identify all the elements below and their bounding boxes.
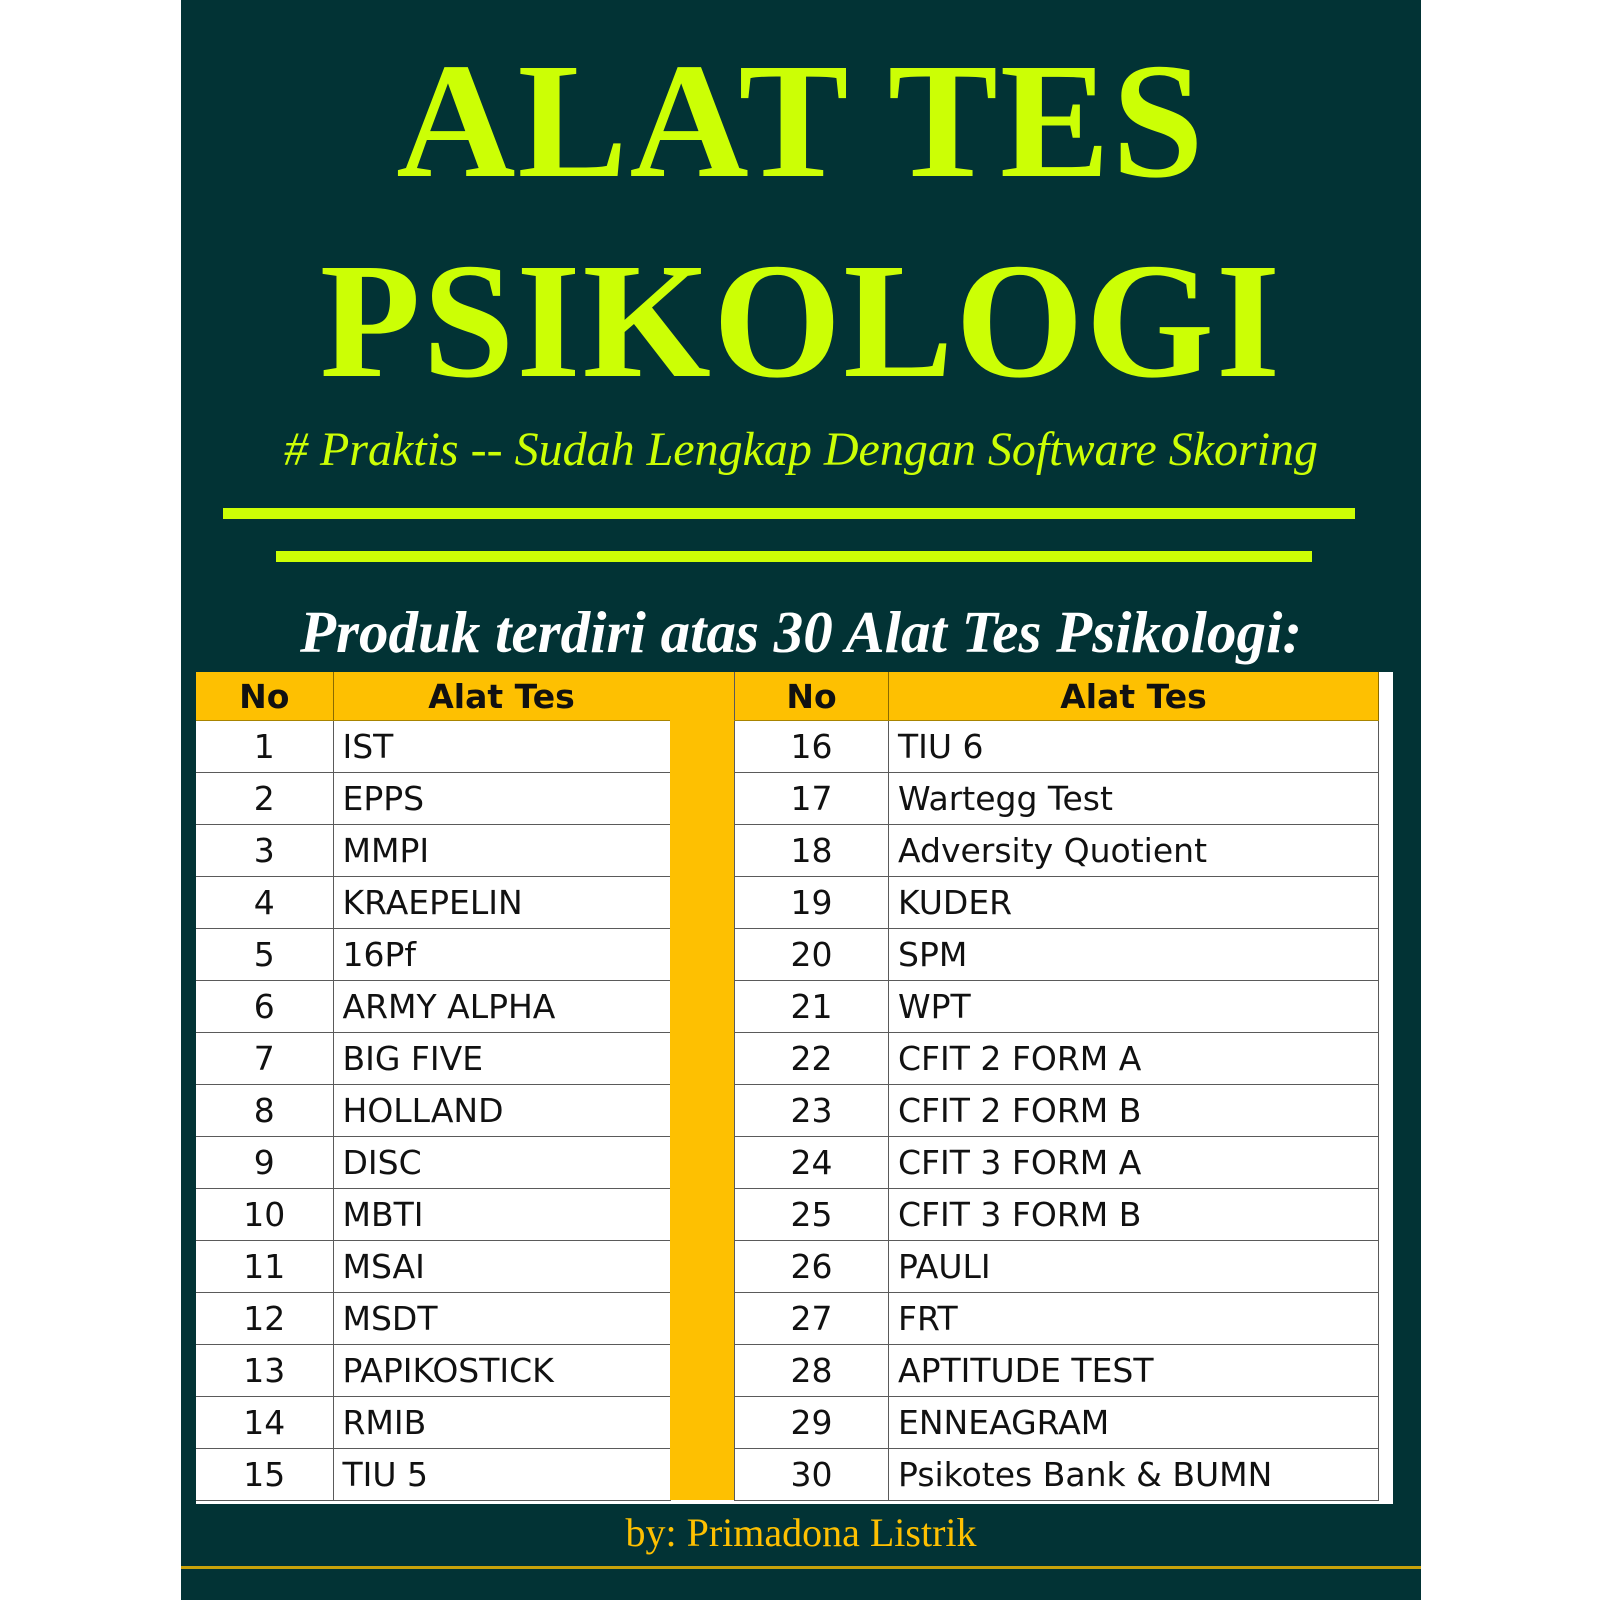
- row-number: 22: [735, 1033, 889, 1085]
- product-heading: Produk terdiri atas 30 Alat Tes Psikologi:: [300, 599, 1302, 665]
- table-row: [196, 1085, 670, 1137]
- table-row: [735, 1241, 1379, 1293]
- row-number: 17: [735, 773, 889, 825]
- table-row: [735, 1345, 1379, 1397]
- table-row: [735, 1085, 1379, 1137]
- row-number: 12: [196, 1293, 333, 1345]
- test-name: 16Pf: [333, 929, 670, 981]
- table-row: [196, 773, 670, 825]
- row-number: 9: [196, 1137, 333, 1189]
- test-name: WPT: [889, 981, 1379, 1033]
- table-row: [735, 929, 1379, 981]
- table-row: [196, 1033, 670, 1085]
- row-number: 6: [196, 981, 333, 1033]
- row-number: 4: [196, 877, 333, 929]
- table-row: [735, 1397, 1379, 1449]
- test-name: DISC: [333, 1137, 670, 1189]
- row-number: 30: [735, 1449, 889, 1501]
- test-name: APTITUDE TEST: [889, 1345, 1379, 1397]
- table-header-row: [735, 672, 1379, 721]
- row-number: 21: [735, 981, 889, 1033]
- row-number: 8: [196, 1085, 333, 1137]
- row-number: 27: [735, 1293, 889, 1345]
- column-header-no: No: [735, 672, 889, 721]
- table-row: [196, 1345, 670, 1397]
- row-number: 3: [196, 825, 333, 877]
- row-number: 16: [735, 721, 889, 773]
- test-name: BIG FIVE: [333, 1033, 670, 1085]
- test-table-left: [196, 672, 671, 1501]
- table-row: [735, 1293, 1379, 1345]
- test-name: Wartegg Test: [889, 773, 1379, 825]
- test-name: CFIT 3 FORM A: [889, 1137, 1379, 1189]
- row-number: 7: [196, 1033, 333, 1085]
- row-number: 25: [735, 1189, 889, 1241]
- divider-line-top: [223, 508, 1355, 519]
- row-number: 23: [735, 1085, 889, 1137]
- table-header-row: [196, 672, 670, 721]
- row-number: 10: [196, 1189, 333, 1241]
- row-number: 26: [735, 1241, 889, 1293]
- title-line-1: ALAT TES: [396, 29, 1206, 212]
- row-number: 5: [196, 929, 333, 981]
- row-number: 14: [196, 1397, 333, 1449]
- row-number: 28: [735, 1345, 889, 1397]
- table-row: [735, 981, 1379, 1033]
- divider-line-bottom: [276, 551, 1312, 562]
- bottom-rule: [181, 1566, 1421, 1569]
- test-name: Psikotes Bank & BUMN: [889, 1449, 1379, 1501]
- table-row: [735, 825, 1379, 877]
- table-row: [196, 929, 670, 981]
- test-name: HOLLAND: [333, 1085, 670, 1137]
- table-row: [196, 1189, 670, 1241]
- test-name: PAULI: [889, 1241, 1379, 1293]
- table-row: [735, 721, 1379, 773]
- table-row: [196, 825, 670, 877]
- test-name: PAPIKOSTICK: [333, 1345, 670, 1397]
- author-byline: by: Primadona Listrik: [625, 1510, 977, 1555]
- test-name: CFIT 3 FORM B: [889, 1189, 1379, 1241]
- test-name: IST: [333, 721, 670, 773]
- table-row: [735, 877, 1379, 929]
- test-list-sheet: [196, 672, 1393, 1504]
- table-row: [196, 877, 670, 929]
- table-row: [196, 1449, 670, 1501]
- test-name: RMIB: [333, 1397, 670, 1449]
- test-name: Adversity Quotient: [889, 825, 1379, 877]
- table-row: [196, 981, 670, 1033]
- table-row: [735, 1137, 1379, 1189]
- row-number: 20: [735, 929, 889, 981]
- column-header-name: Alat Tes: [889, 672, 1379, 721]
- row-number: 18: [735, 825, 889, 877]
- row-number: 15: [196, 1449, 333, 1501]
- test-name: EPPS: [333, 773, 670, 825]
- table-row: [735, 1033, 1379, 1085]
- row-number: 13: [196, 1345, 333, 1397]
- table-row: [196, 1293, 670, 1345]
- column-header-name: Alat Tes: [333, 672, 670, 721]
- test-table-right: [734, 672, 1379, 1501]
- test-name: FRT: [889, 1293, 1379, 1345]
- table-row: [196, 1241, 670, 1293]
- table-row: [735, 1449, 1379, 1501]
- test-name: SPM: [889, 929, 1379, 981]
- test-name: ARMY ALPHA: [333, 981, 670, 1033]
- test-name: CFIT 2 FORM A: [889, 1033, 1379, 1085]
- table-separator: [670, 672, 734, 1500]
- table-row: [196, 1137, 670, 1189]
- row-number: 19: [735, 877, 889, 929]
- title-line-2: PSIKOLOGI: [319, 229, 1283, 412]
- table-row: [196, 1397, 670, 1449]
- row-number: 1: [196, 721, 333, 773]
- table-row: [196, 721, 670, 773]
- test-name: TIU 5: [333, 1449, 670, 1501]
- table-row: [735, 773, 1379, 825]
- test-name: CFIT 2 FORM B: [889, 1085, 1379, 1137]
- test-name: TIU 6: [889, 721, 1379, 773]
- test-name: MSAI: [333, 1241, 670, 1293]
- row-number: 24: [735, 1137, 889, 1189]
- cover-page: [181, 0, 1421, 1600]
- test-name: KUDER: [889, 877, 1379, 929]
- row-number: 2: [196, 773, 333, 825]
- test-name: ENNEAGRAM: [889, 1397, 1379, 1449]
- test-name: KRAEPELIN: [333, 877, 670, 929]
- test-name: MBTI: [333, 1189, 670, 1241]
- table-row: [735, 1189, 1379, 1241]
- tagline: # Praktis -- Sudah Lengkap Dengan Software Skoring: [283, 423, 1319, 476]
- test-name: MSDT: [333, 1293, 670, 1345]
- row-number: 11: [196, 1241, 333, 1293]
- test-name: MMPI: [333, 825, 670, 877]
- row-number: 29: [735, 1397, 889, 1449]
- column-header-no: No: [196, 672, 333, 721]
